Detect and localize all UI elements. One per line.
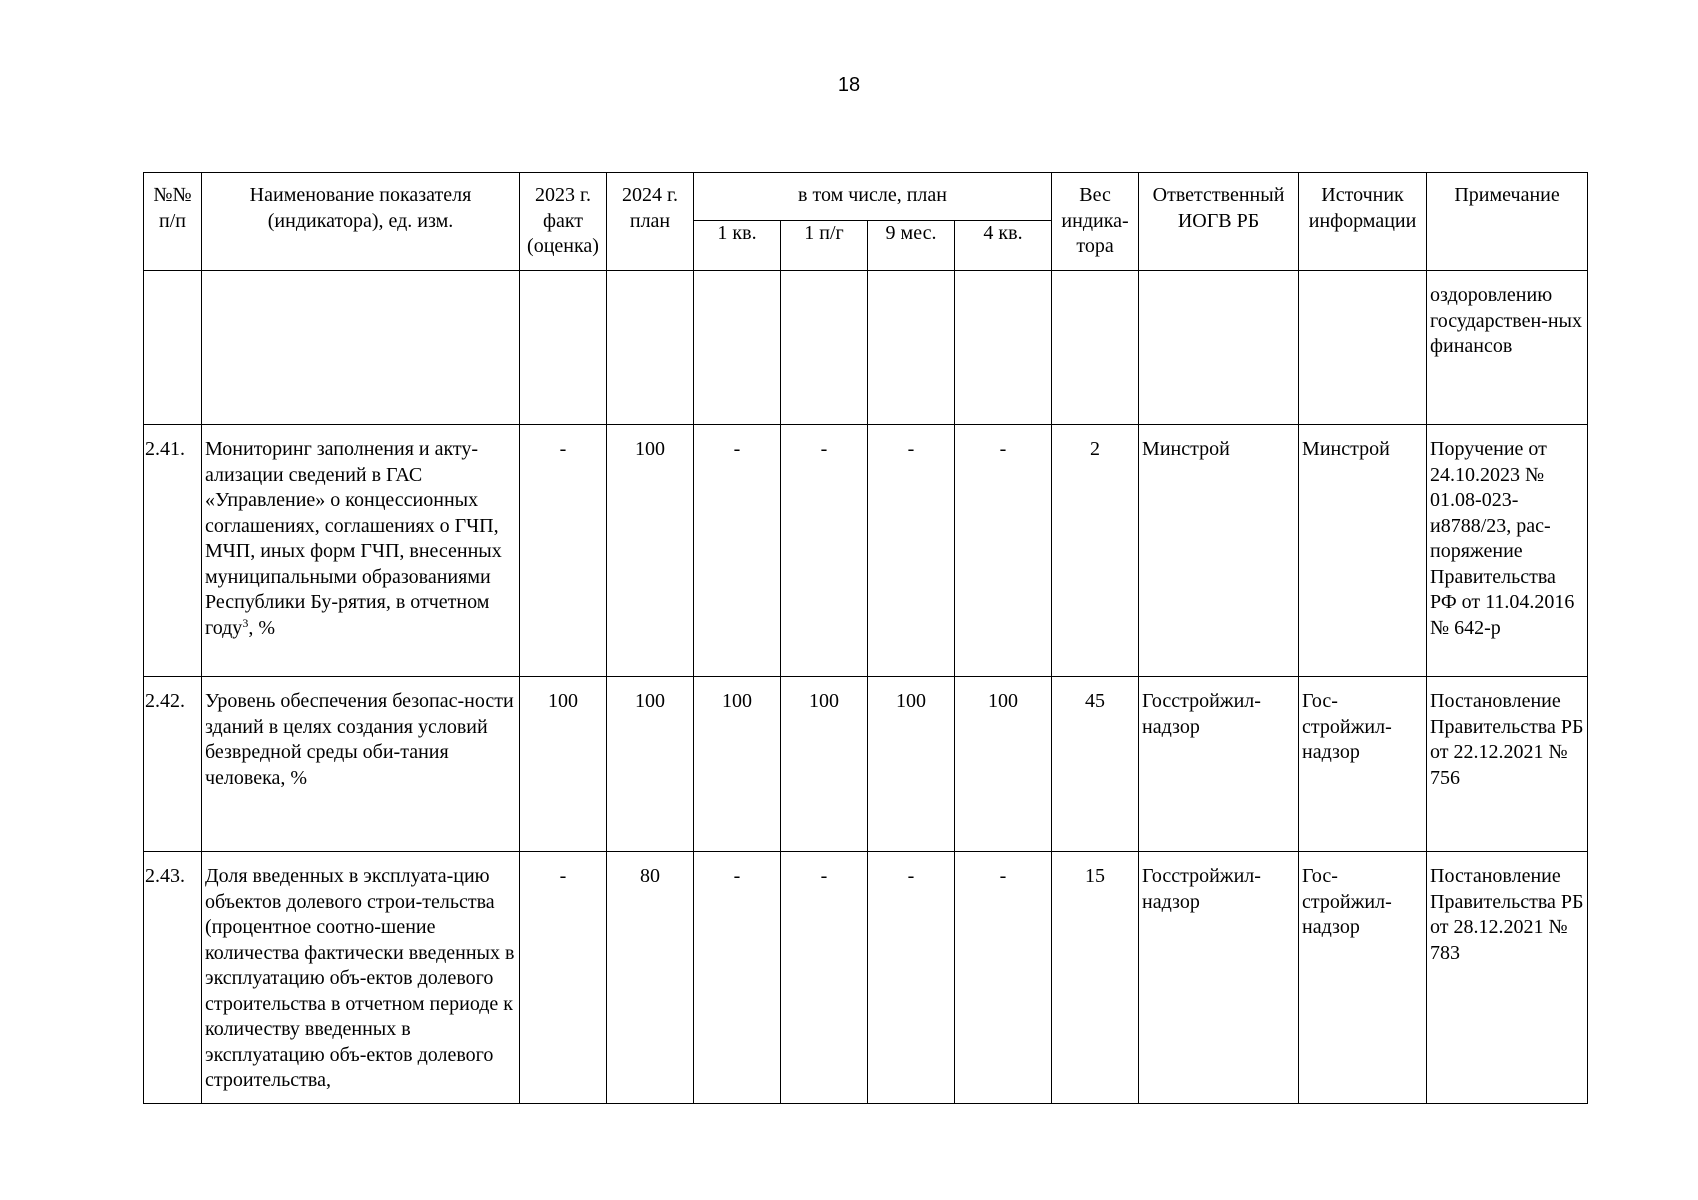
indicators-table: [143, 172, 1588, 1104]
header-q4: 4 кв.: [955, 221, 1052, 271]
row-source: Минстрой: [1299, 425, 1427, 677]
row-q1: -: [694, 425, 781, 677]
table-row: [144, 677, 1588, 852]
row-plan-2024: [607, 271, 694, 425]
header-num: №№ п/п: [144, 173, 202, 271]
row-weight: 2: [1052, 425, 1139, 677]
row-name-unit: , %: [248, 616, 275, 639]
row-weight: [1052, 271, 1139, 425]
header-responsible: Ответственный ИОГВ РБ: [1139, 173, 1299, 271]
row-q1: 100: [694, 677, 781, 852]
row-note: Поручение от 24.10.2023 № 01.08-023-и8788/23, рас-поряжение Правительства РФ от 11.04.2016 № 642-р: [1427, 425, 1588, 677]
row-fact-2023: -: [520, 425, 607, 677]
row-q4: [955, 271, 1052, 425]
row-name: [202, 677, 520, 852]
row-q1: [694, 271, 781, 425]
row-responsible: Госстройжил-надзор: [1139, 852, 1299, 1104]
row-h1: -: [781, 852, 868, 1104]
row-name: [202, 425, 520, 677]
row-9m: [868, 271, 955, 425]
header-q1: 1 кв.: [694, 221, 781, 271]
row-q4: 100: [955, 677, 1052, 852]
header-source: Источник информации: [1299, 173, 1427, 271]
header-9m: 9 мес.: [868, 221, 955, 271]
row-note: оздоровлению государствен-ных финансов: [1427, 271, 1588, 425]
row-9m: -: [868, 425, 955, 677]
row-name-text: Мониторинг заполнения и акту-ализации сведений в ГАС «Управление» о концессионных соглашениях, соглашениях о ГЧП, МЧП, иных форм ГЧП, внесенных муниципальными образованиями Республики Бу-рятия, в отчетном году: [205, 438, 502, 639]
row-plan-2024: 100: [607, 677, 694, 852]
table-row: [144, 271, 1588, 425]
row-q4: -: [955, 852, 1052, 1104]
row-name: [202, 852, 520, 1104]
footnote-mark: 3: [242, 615, 249, 630]
row-source: [1299, 271, 1427, 425]
row-q1: -: [694, 852, 781, 1104]
table-row: [144, 425, 1588, 677]
row-num: [144, 271, 202, 425]
table-row: [144, 852, 1588, 1104]
row-fact-2023: -: [520, 852, 607, 1104]
row-responsible: Минстрой: [1139, 425, 1299, 677]
row-responsible: [1139, 271, 1299, 425]
row-q4: -: [955, 425, 1052, 677]
row-h1: [781, 271, 868, 425]
row-name-text: Доля введенных в эксплуата-цию объектов долевого строи-тельства (процентное соотно-шение количества фактически введенных в эксплуатацию объ-ектов долевого строительства в отчетном периоде к количеству введенных в эксплуатацию объ-ектов долевого строительства,: [205, 865, 515, 1091]
page-number: 18: [837, 74, 861, 96]
header-including-plan: в том числе, план: [694, 173, 1052, 221]
row-num: 2.41.: [144, 425, 202, 677]
row-note: Постановление Правительства РБ от 22.12.2021 № 756: [1427, 677, 1588, 852]
row-h1: -: [781, 425, 868, 677]
row-plan-2024: 100: [607, 425, 694, 677]
header-name: Наименование показателя (индикатора), ед. изм.: [202, 173, 520, 271]
header-h1: 1 п/г: [781, 221, 868, 271]
row-9m: -: [868, 852, 955, 1104]
row-num: 2.43.: [144, 852, 202, 1104]
row-source: Гос-стройжил-надзор: [1299, 852, 1427, 1104]
row-fact-2023: [520, 271, 607, 425]
header-row: [144, 173, 1588, 221]
row-responsible: Госстройжил-надзор: [1139, 677, 1299, 852]
row-source: Гос-стройжил-надзор: [1299, 677, 1427, 852]
row-9m: 100: [868, 677, 955, 852]
header-note: Примечание: [1427, 173, 1588, 271]
row-note: Постановление Правительства РБ от 28.12.2021 № 783: [1427, 852, 1588, 1104]
header-weight: Вес индика-тора: [1052, 173, 1139, 271]
row-plan-2024: 80: [607, 852, 694, 1104]
row-fact-2023: 100: [520, 677, 607, 852]
row-h1: 100: [781, 677, 868, 852]
row-weight: 15: [1052, 852, 1139, 1104]
row-weight: 45: [1052, 677, 1139, 852]
row-num: 2.42.: [144, 677, 202, 852]
header-fact-2023: 2023 г. факт (оценка): [520, 173, 607, 271]
row-name-text: Уровень обеспечения безопас-ности зданий в целях создания условий безвредной среды оби-тания человека, %: [205, 690, 514, 789]
row-name: [202, 271, 520, 425]
header-plan-2024: 2024 г. план: [607, 173, 694, 271]
